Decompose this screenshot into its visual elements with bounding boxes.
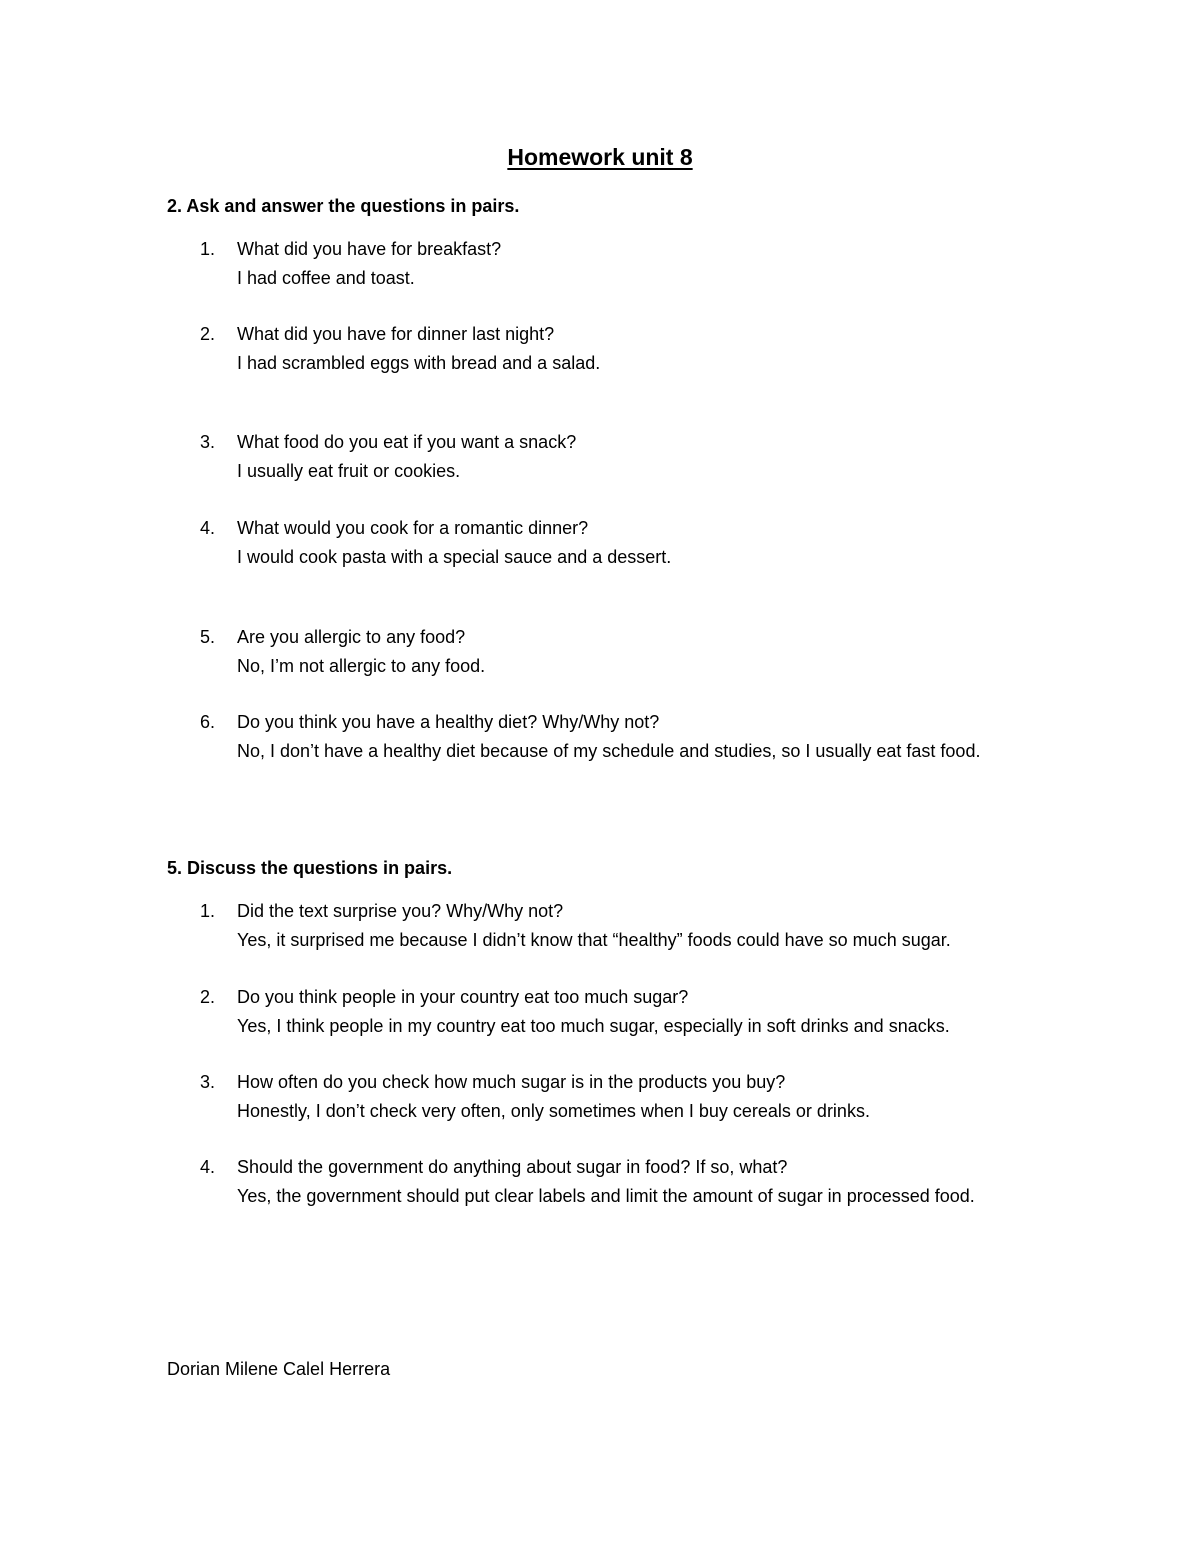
question-text: Do you think people in your country eat too much sugar? [237, 987, 689, 1007]
item-number: 3. [200, 432, 216, 452]
item-number: 6. [200, 712, 216, 732]
item-number: 4. [200, 518, 216, 538]
item-number: 2. [200, 324, 216, 344]
question-text: What food do you eat if you want a snack? [237, 432, 577, 452]
question-text: Do you think you have a healthy diet? Why/Why not? [237, 712, 660, 732]
answer-text: No, I’m not allergic to any food. [237, 655, 486, 676]
item-number: 1. [200, 239, 216, 259]
section-heading-ask-answer: 2. Ask and answer the questions in pairs. [167, 196, 520, 216]
document-title: Homework unit 8 [507, 144, 693, 170]
item-number: 4. [200, 1157, 216, 1177]
section-heading-discuss: 5. Discuss the questions in pairs. [167, 858, 453, 878]
answer-text: I usually eat fruit or cookies. [237, 460, 461, 481]
item-number: 5. [200, 627, 216, 647]
item-number: 3. [200, 1072, 216, 1092]
author-name: Dorian Milene Calel Herrera [167, 1359, 391, 1379]
question-text: What did you have for breakfast? [237, 239, 502, 259]
question-text: Did the text surprise you? Why/Why not? [237, 901, 564, 921]
answer-text: I would cook pasta with a special sauce and a dessert. [237, 546, 672, 567]
item-number: 2. [200, 987, 216, 1007]
answer-text: No, I don’t have a healthy diet because of my schedule and studies, so I usually eat fast food. [237, 740, 981, 761]
answer-text: I had scrambled eggs with bread and a salad. [237, 352, 601, 373]
question-text: What would you cook for a romantic dinner? [237, 518, 589, 538]
answer-text: Yes, I think people in my country eat too much sugar, especially in soft drinks and snacks. [237, 1015, 950, 1036]
answer-text: I had coffee and toast. [237, 267, 415, 288]
question-text: How often do you check how much sugar is in the products you buy? [237, 1072, 786, 1092]
answer-text: Yes, the government should put clear labels and limit the amount of sugar in processed food. [237, 1185, 975, 1206]
item-number: 1. [200, 901, 216, 921]
answer-text: Honestly, I don’t check very often, only sometimes when I buy cereals or drinks. [237, 1100, 870, 1121]
answer-text: Yes, it surprised me because I didn’t know that “healthy” foods could have so much sugar. [237, 929, 951, 950]
question-text: Are you allergic to any food? [237, 627, 466, 647]
question-text: What did you have for dinner last night? [237, 324, 555, 344]
question-text: Should the government do anything about sugar in food? If so, what? [237, 1157, 788, 1177]
